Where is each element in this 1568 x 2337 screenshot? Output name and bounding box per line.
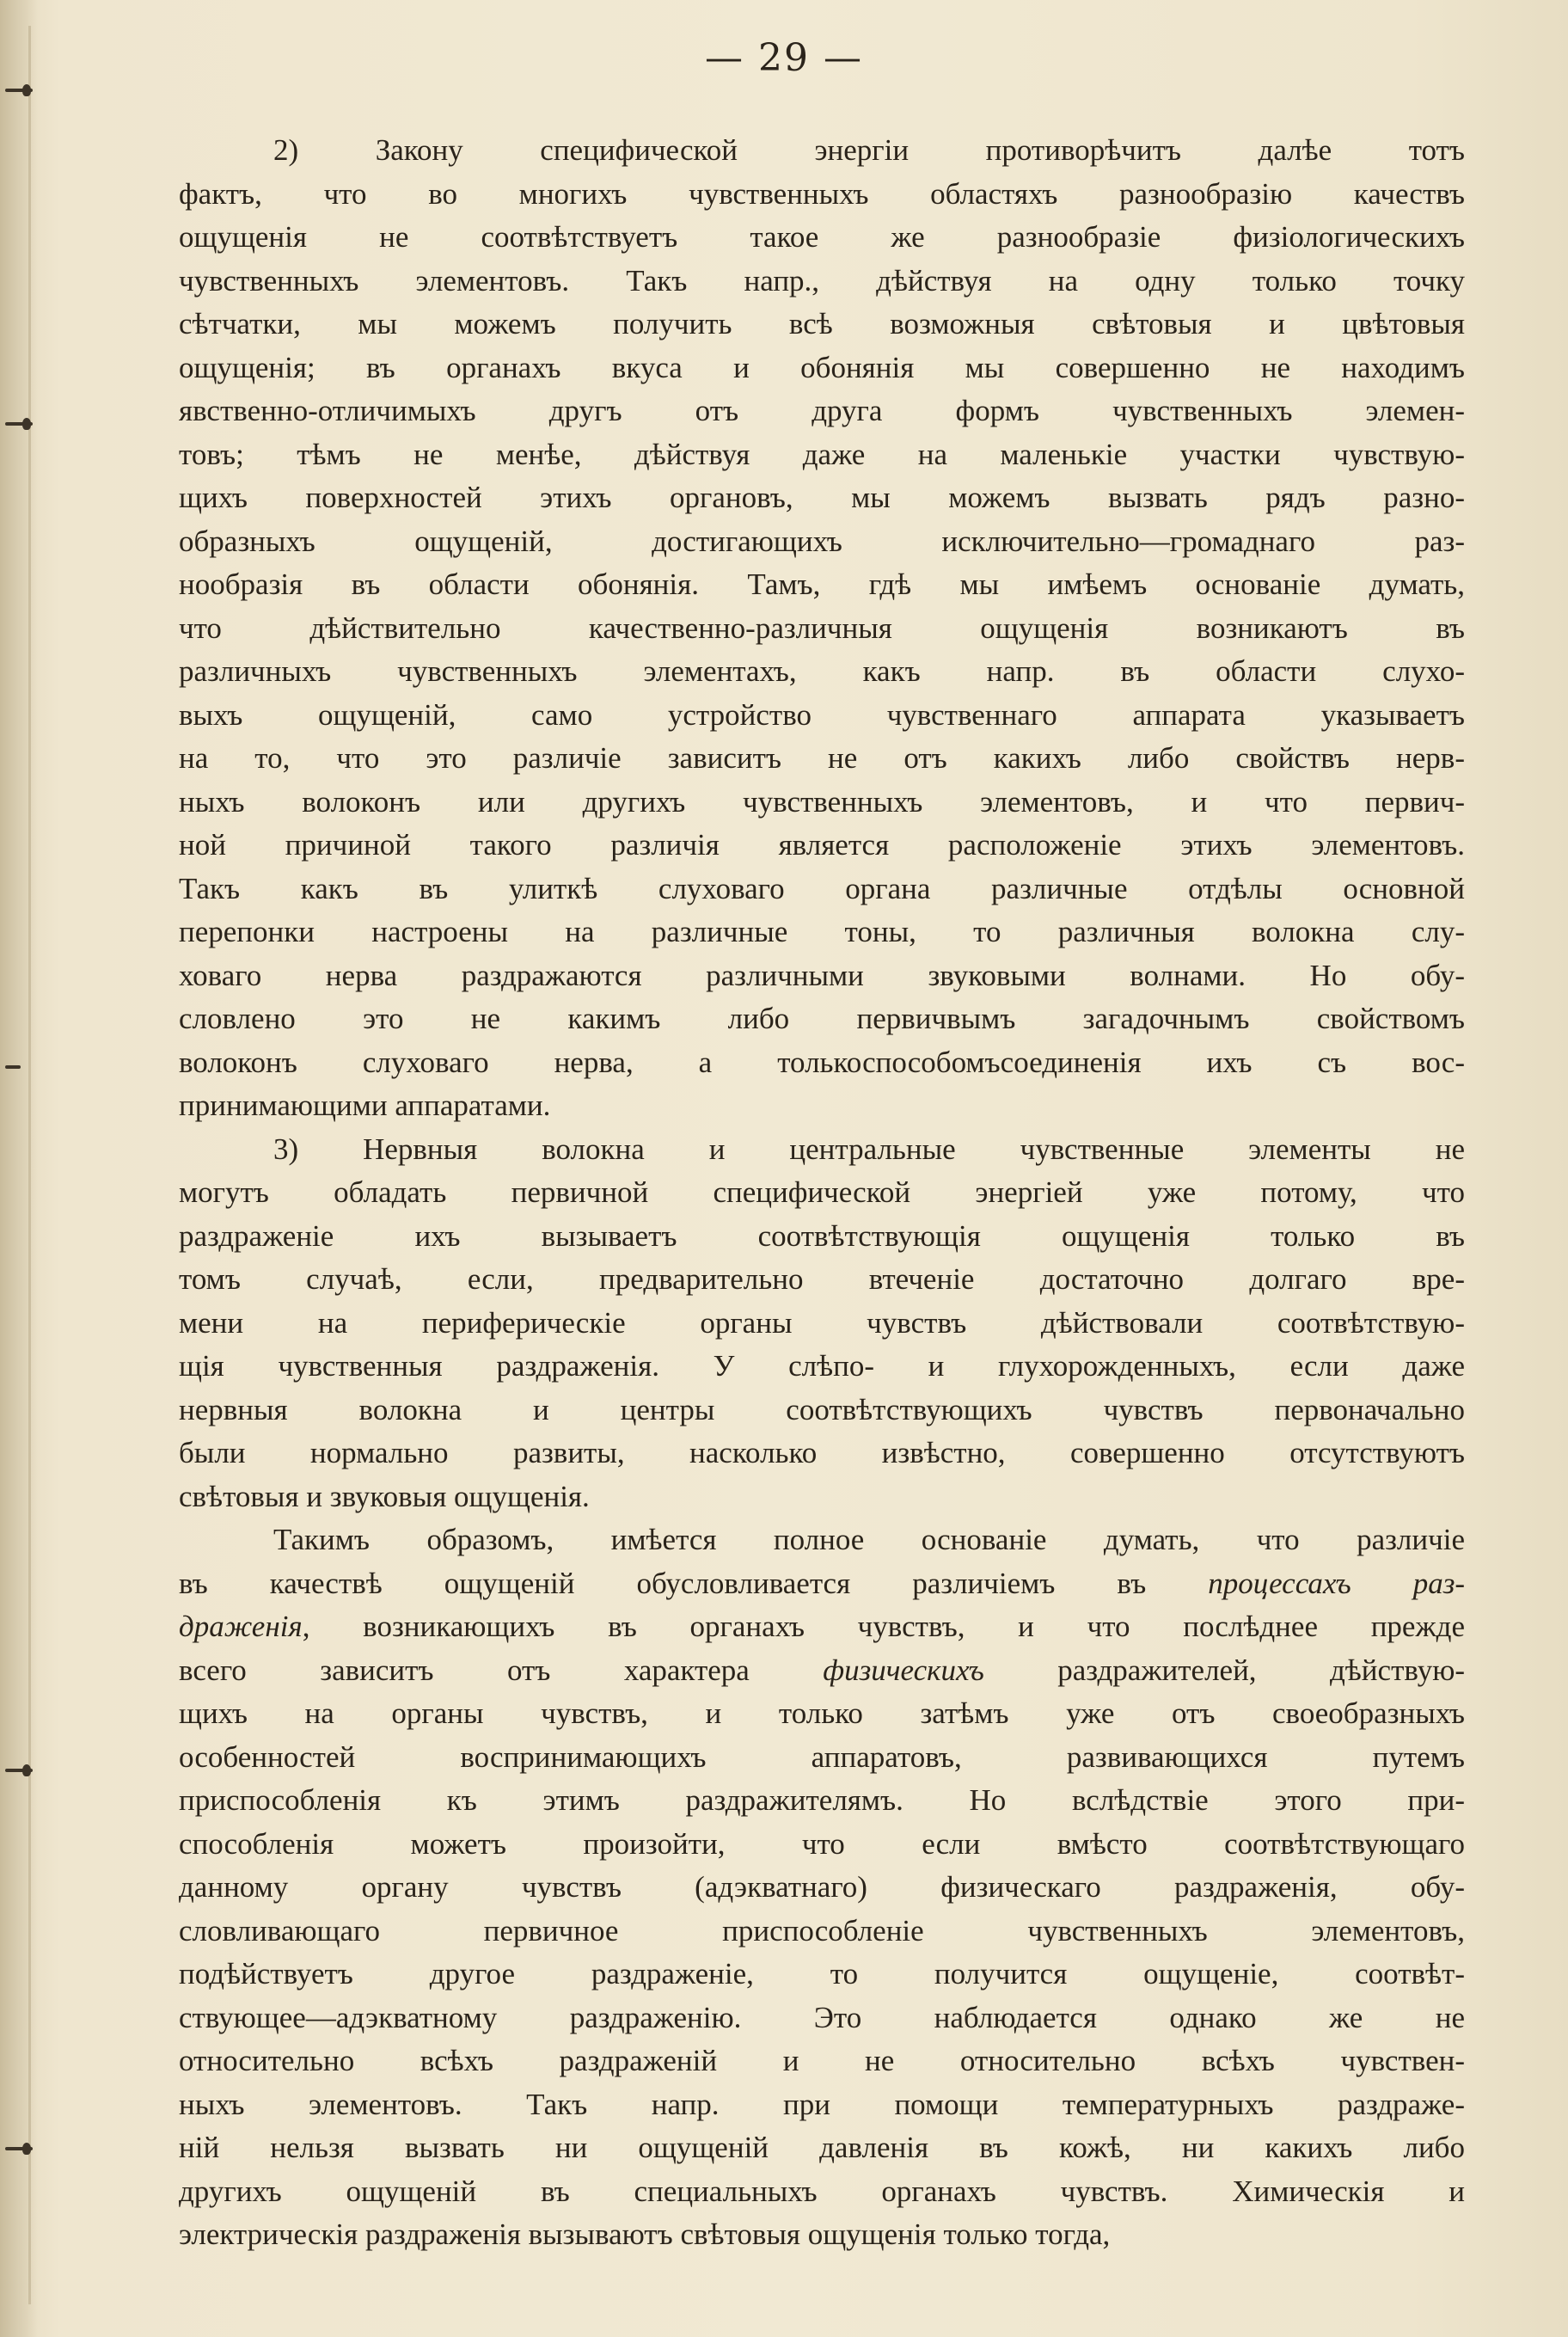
text-line (179, 1779, 1465, 1823)
binding-thread-mark (5, 1058, 34, 1078)
text-run: ощущенія не соотвѣтствуетъ такое же разнообразіе физіологическихъ (179, 220, 1465, 254)
text-line (179, 781, 1465, 825)
text-line (179, 1736, 1465, 1780)
text-run: приспособленія къ этимъ раздражителямъ. Но вслѣдствіе этого при- (179, 1783, 1465, 1817)
text-line (179, 1605, 1465, 1649)
text-run: раздраженіе ихъ вызываетъ соотвѣтствующія ощущенія только въ (179, 1218, 1465, 1253)
text-run: выхъ ощущеній, само устройство чувственнаго аппарата указываетъ (179, 697, 1465, 732)
text-line (179, 520, 1465, 564)
text-run: Такъ какъ въ улиткѣ слуховаго органа различные отдѣлы основной (179, 871, 1465, 905)
text-run: были нормально развиты, насколько извѣстно, совершенно отсутствуютъ (179, 1436, 1465, 1469)
italic-emphasis: физическихъ (823, 1653, 984, 1687)
text-run: ныхъ волоконъ или другихъ чувственныхъ элементовъ, и что первич- (179, 784, 1465, 819)
text-run: раздражителей, дѣйствую- (983, 1653, 1465, 1687)
text-run: въ качествѣ ощущеній обусловливается различіемъ въ (179, 1566, 1209, 1600)
text-run: ощущенія; въ органахъ вкуса и обонянія мы совершенно не находимъ (179, 350, 1465, 384)
text-line (179, 390, 1465, 433)
text-line (179, 694, 1465, 738)
text-run: на то, что это различіе зависитъ не отъ какихъ либо свойствъ нерв- (179, 741, 1465, 775)
text-line (179, 737, 1465, 781)
text-run: всего зависитъ отъ характера (179, 1653, 824, 1687)
text-line (179, 1302, 1465, 1346)
text-run: относительно всѣхъ раздраженій и не относительно всѣхъ чувствен- (179, 2044, 1465, 2077)
text-run: ствующее—адэкватному раздраженію. Это наблюдается однако же не (179, 2000, 1465, 2034)
text-line (179, 868, 1465, 911)
text-run: щія чувственныя раздраженія. У слѣпо- и глухорожденныхъ, если даже (179, 1349, 1465, 1383)
text-run: что дѣйствительно качественно-различныя ощущенія возникаютъ въ (179, 610, 1465, 645)
text-run: могутъ обладать первичной специфической энергіей уже потому, что (179, 1175, 1465, 1209)
text-run: особенностей воспринимающихъ аппаратовъ, развивающихся путемъ (179, 1739, 1465, 1774)
italic-emphasis: процессахъ раз- (1208, 1566, 1466, 1600)
text-run: нервныя волокна и центры соотвѣтствующихъ чувствъ первоначально (179, 1392, 1465, 1426)
text-run: ній нельзя вызвать ни ощущеній давленія въ кожѣ, ни какихъ либо (179, 2131, 1465, 2164)
text-run: щихъ на органы чувствъ, и только затѣмъ уже отъ своеобразныхъ (179, 1696, 1465, 1730)
text-line (179, 1953, 1465, 1997)
text-run: , возникающихъ въ органахъ чувствъ, и что послѣднее прежде (302, 1610, 1465, 1643)
text-line (179, 997, 1465, 1041)
italic-emphasis: драженія (179, 1610, 303, 1643)
text-line (179, 433, 1465, 477)
binding-gutter (0, 0, 38, 2337)
page-number: — 29 — (705, 36, 863, 80)
binding-thread-mark (5, 2139, 34, 2160)
text-line (179, 1345, 1465, 1389)
text-run: свѣтовыя и звуковыя ощущенія. (179, 1479, 590, 1513)
body-text (179, 129, 1465, 2257)
text-run: щихъ поверхностей этихъ органовъ, мы можемъ вызвать рядъ разно- (179, 481, 1465, 514)
text-line (179, 2083, 1465, 2127)
text-run: способленія можетъ произойти, что если вмѣсто соотвѣтствующаго (179, 1826, 1465, 1861)
text-run: подѣйствуетъ другое раздраженіе, то получится ощущеніе, соотвѣт- (179, 1957, 1465, 1990)
text-line (179, 824, 1465, 868)
text-line (179, 911, 1465, 954)
text-line (179, 1692, 1465, 1736)
text-line (179, 1562, 1465, 1606)
text-line (179, 1997, 1465, 2040)
text-run: мени на периферическіе органы чувствъ дѣйствовали соотвѣтствую- (179, 1305, 1465, 1340)
text-run: словливающаго первичное приспособленіе чувственныхъ элементовъ, (179, 1913, 1465, 1948)
text-line (179, 1649, 1465, 1693)
text-run: томъ случаѣ, если, предварительно втеченіе достаточно долгаго вре- (179, 1262, 1465, 1296)
text-line (179, 216, 1465, 260)
text-run: явственно-отличимыхъ другъ отъ друга формъ чувственныхъ элемен- (179, 394, 1465, 427)
text-run: волоконъ слуховаго нерва, а толькоспособомъсоединенія ихъ съ вос- (179, 1045, 1465, 1079)
text-line (179, 1389, 1465, 1432)
text-line (179, 1823, 1465, 1867)
text-run: перепонки настроены на различные тоны, то различныя волокна слу- (179, 915, 1465, 948)
text-line (179, 1171, 1465, 1215)
text-line (179, 1128, 1465, 1172)
text-line (179, 1518, 1465, 1562)
text-line (179, 1041, 1465, 1085)
text-run: товъ; тѣмъ не менѣе, дѣйствуя даже на маленькіе участки чувствую- (179, 437, 1465, 471)
text-line (179, 1866, 1465, 1910)
text-run: 2) Закону специфической энергіи противорѣчитъ далѣе тотъ (273, 133, 1465, 167)
text-line (179, 650, 1465, 694)
text-line (179, 347, 1465, 390)
text-run: данному органу чувствъ (адэкватнаго) физическаго раздраженія, обу- (179, 1870, 1465, 1904)
binding-edge-line (28, 26, 31, 2304)
text-run: ной причиной такого различія является расположеніе этихъ элементовъ. (179, 828, 1465, 862)
text-line (179, 303, 1465, 347)
text-run: принимающими аппаратами. (179, 1089, 551, 1122)
text-line (179, 2126, 1465, 2170)
text-run: 3) Нервныя волокна и центральные чувственные элементы не (273, 1132, 1465, 1166)
text-line (179, 129, 1465, 173)
text-line (179, 954, 1465, 998)
text-line (179, 476, 1465, 520)
text-run: электрическія раздраженія вызываютъ свѣтовыя ощущенія только тогда, (179, 2217, 1111, 2251)
text-line (179, 1432, 1465, 1475)
text-run: ныхъ элементовъ. Такъ напр. при помощи температурныхъ раздраже- (179, 2087, 1465, 2121)
text-line (179, 1475, 1465, 1519)
text-run: ховаго нерва раздражаются различными звуковыми волнами. Но обу- (179, 958, 1465, 992)
text-line (179, 2170, 1465, 2214)
text-line (179, 173, 1465, 217)
text-run: различныхъ чувственныхъ элементахъ, какъ напр. въ области слухо- (179, 654, 1465, 688)
paragraph-p3 (179, 1518, 1465, 2257)
text-run: другихъ ощущеній въ специальныхъ органахъ чувствъ. Химическія и (179, 2174, 1465, 2208)
paragraph-p1 (179, 129, 1465, 1128)
text-run: Такимъ образомъ, имѣется полное основаніе думать, что различіе (273, 1523, 1465, 1556)
text-line (179, 563, 1465, 607)
text-line (179, 1910, 1465, 1954)
binding-thread-mark (5, 81, 34, 101)
binding-thread-mark (5, 1761, 34, 1782)
text-line (179, 2213, 1465, 2257)
binding-thread-mark (5, 414, 34, 435)
text-run: нообразія въ области обонянія. Тамъ, гдѣ мы имѣемъ основаніе думать, (179, 567, 1465, 601)
text-line (179, 607, 1465, 651)
text-run: словлено это не какимъ либо первичвымъ загадочнымъ свойствомъ (179, 1002, 1465, 1035)
paragraph-p2 (179, 1128, 1465, 1519)
text-line (179, 1258, 1465, 1302)
text-line (179, 1084, 1465, 1128)
text-line (179, 1215, 1465, 1259)
text-run: чувственныхъ элементовъ. Такъ напр., дѣйствуя на одну только точку (179, 263, 1465, 297)
text-run: сѣтчатки, мы можемъ получить всѣ возможныя свѣтовыя и цвѣтовыя (179, 307, 1465, 340)
text-run: образныхъ ощущеній, достигающихъ исключительно—громаднаго раз- (179, 524, 1465, 558)
text-run: фактъ, что во многихъ чувственныхъ областяхъ разнообразію качествъ (179, 176, 1465, 211)
text-line (179, 2040, 1465, 2083)
text-line (179, 260, 1465, 304)
